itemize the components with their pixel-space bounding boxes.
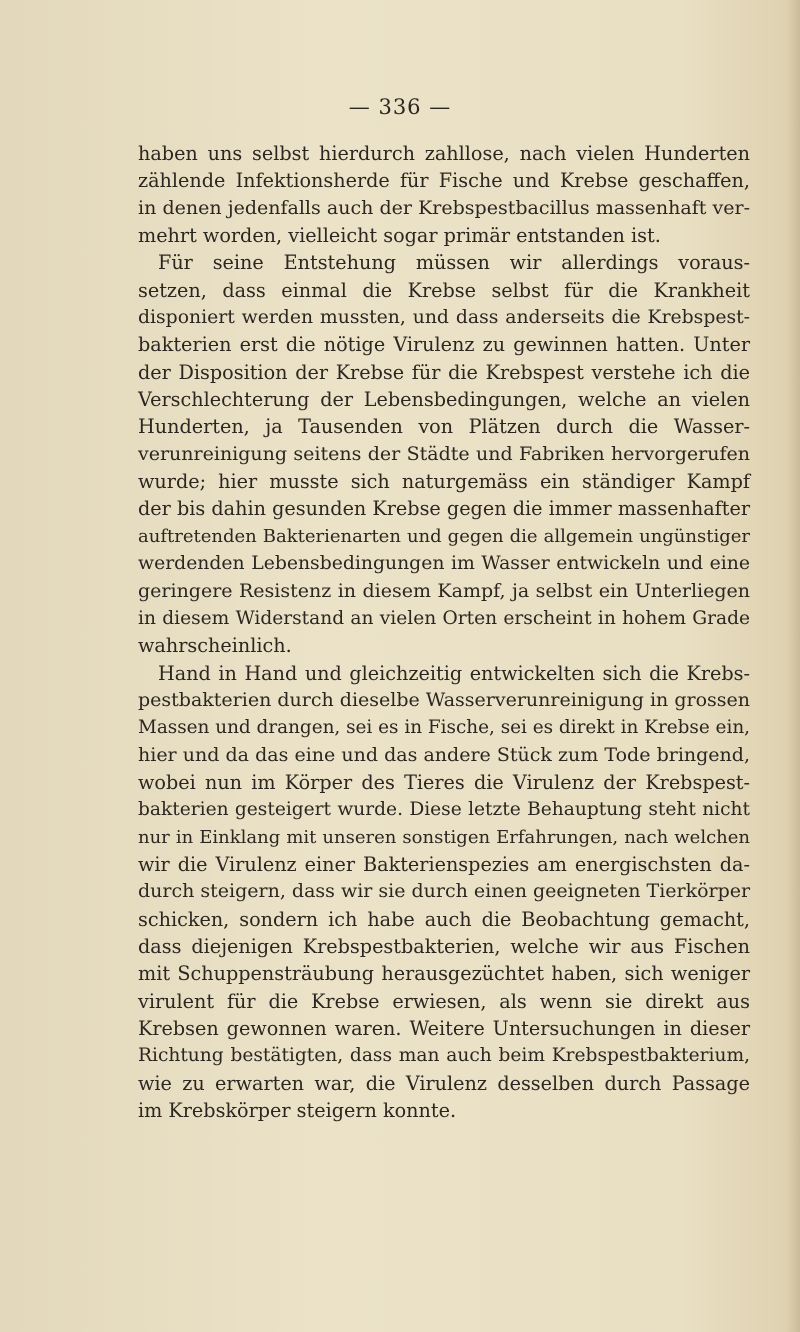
- text-line: Für seine Entstehung müssen wir allerdings voraus-: [158, 251, 750, 275]
- text-line: geringere Resistenz in diesem Kampf, ja selbst ein Unterliegen: [138, 579, 750, 602]
- text-line: verunreinigung seitens der Städte und Fabriken hervorgerufen: [138, 442, 750, 465]
- text-line: schicken, sondern ich habe auch die Beobachtung gemacht,: [138, 907, 750, 931]
- text-line: durch steigern, dass wir sie durch einen geeigneten Tierkörper: [138, 880, 751, 903]
- text-line: mehrt worden, vielleicht sogar primär entstanden ist.: [138, 224, 661, 248]
- text-line: bakterien erst die nötige Virulenz zu gewinnen hatten. Unter: [138, 333, 750, 357]
- text-line: im Krebskörper steigern konnte.: [138, 1099, 457, 1123]
- text-line: virulent für die Krebse erwiesen, als wenn sie direkt aus: [138, 989, 750, 1013]
- text-line: wobei nun im Körper des Tieres die Virulenz der Krebspest-: [138, 770, 750, 794]
- text-line: Richtung bestätigten, dass man auch beim Krebspestbakterium,: [138, 1045, 750, 1067]
- text-line: der bis dahin gesunden Krebse gegen die immer massenhafter: [138, 497, 750, 521]
- text-line: disponiert werden mussten, und dass anderseits die Krebspest-: [138, 307, 750, 329]
- text-line: wurde; hier musste sich naturgemäss ein ständiger Kampf: [138, 470, 750, 494]
- text-line: Massen und drangen, sei es in Fische, sei es direkt in Krebse ein,: [138, 717, 751, 739]
- text-line: Krebsen gewonnen waren. Weitere Untersuchungen in dieser: [138, 1017, 750, 1040]
- text-line: Hand in Hand und gleichzeitig entwickelten sich die Krebs-: [158, 661, 750, 685]
- text-line: wahrscheinlich.: [138, 634, 292, 658]
- text-line: nur in Einklang mit unseren sonstigen Erfahrungen, nach welchen: [138, 826, 750, 848]
- text-line: werdenden Lebensbedingungen im Wasser entwickeln und eine: [138, 553, 750, 575]
- page-number: — 336 —: [348, 95, 452, 119]
- text-line: hier und da das eine und das andere Stück zum Tode bringend,: [138, 743, 750, 766]
- text-line: pestbakterien durch dieselbe Wasserverunreinigung in grossen: [138, 688, 750, 711]
- text-line: auftretenden Bakterienarten und gegen die allgemein ungünstiger: [138, 525, 750, 547]
- text-line: wir die Virulenz einer Bakterienspezies am energischsten da-: [138, 852, 750, 876]
- text-line: Hunderten, ja Tausenden von Plätzen durch die Wasser-: [138, 415, 750, 439]
- text-line: der Disposition der Krebse für die Krebspest verstehe ich die: [138, 360, 750, 384]
- text-line: Verschlechterung der Lebensbedingungen, welche an vielen: [138, 388, 750, 412]
- text-line: in diesem Widerstand an vielen Orten erscheint in hohem Grade: [138, 607, 750, 629]
- text-line: mit Schuppensträubung herausgezüchtet haben, sich weniger: [138, 962, 750, 986]
- text-line: setzen, dass einmal die Krebse selbst für die Krankheit: [138, 278, 750, 302]
- text-line: bakterien gesteigert wurde. Diese letzte Behauptung steht nicht: [138, 799, 750, 821]
- text-line: haben uns selbst hierdurch zahllose, nach vielen Hunderten: [138, 142, 750, 165]
- body-text: [138, 140, 750, 1124]
- page-edge-shadow: [786, 0, 800, 1332]
- text-line: zählende Infektionsherde für Fische und Krebse geschaffen,: [138, 169, 750, 193]
- text-line: wie zu erwarten war, die Virulenz desselben durch Passage: [138, 1071, 750, 1095]
- text-line: in denen jedenfalls auch der Krebspestbacillus massenhaft ver-: [138, 196, 750, 219]
- text-line: dass diejenigen Krebspestbakterien, welche wir aus Fischen: [138, 934, 750, 958]
